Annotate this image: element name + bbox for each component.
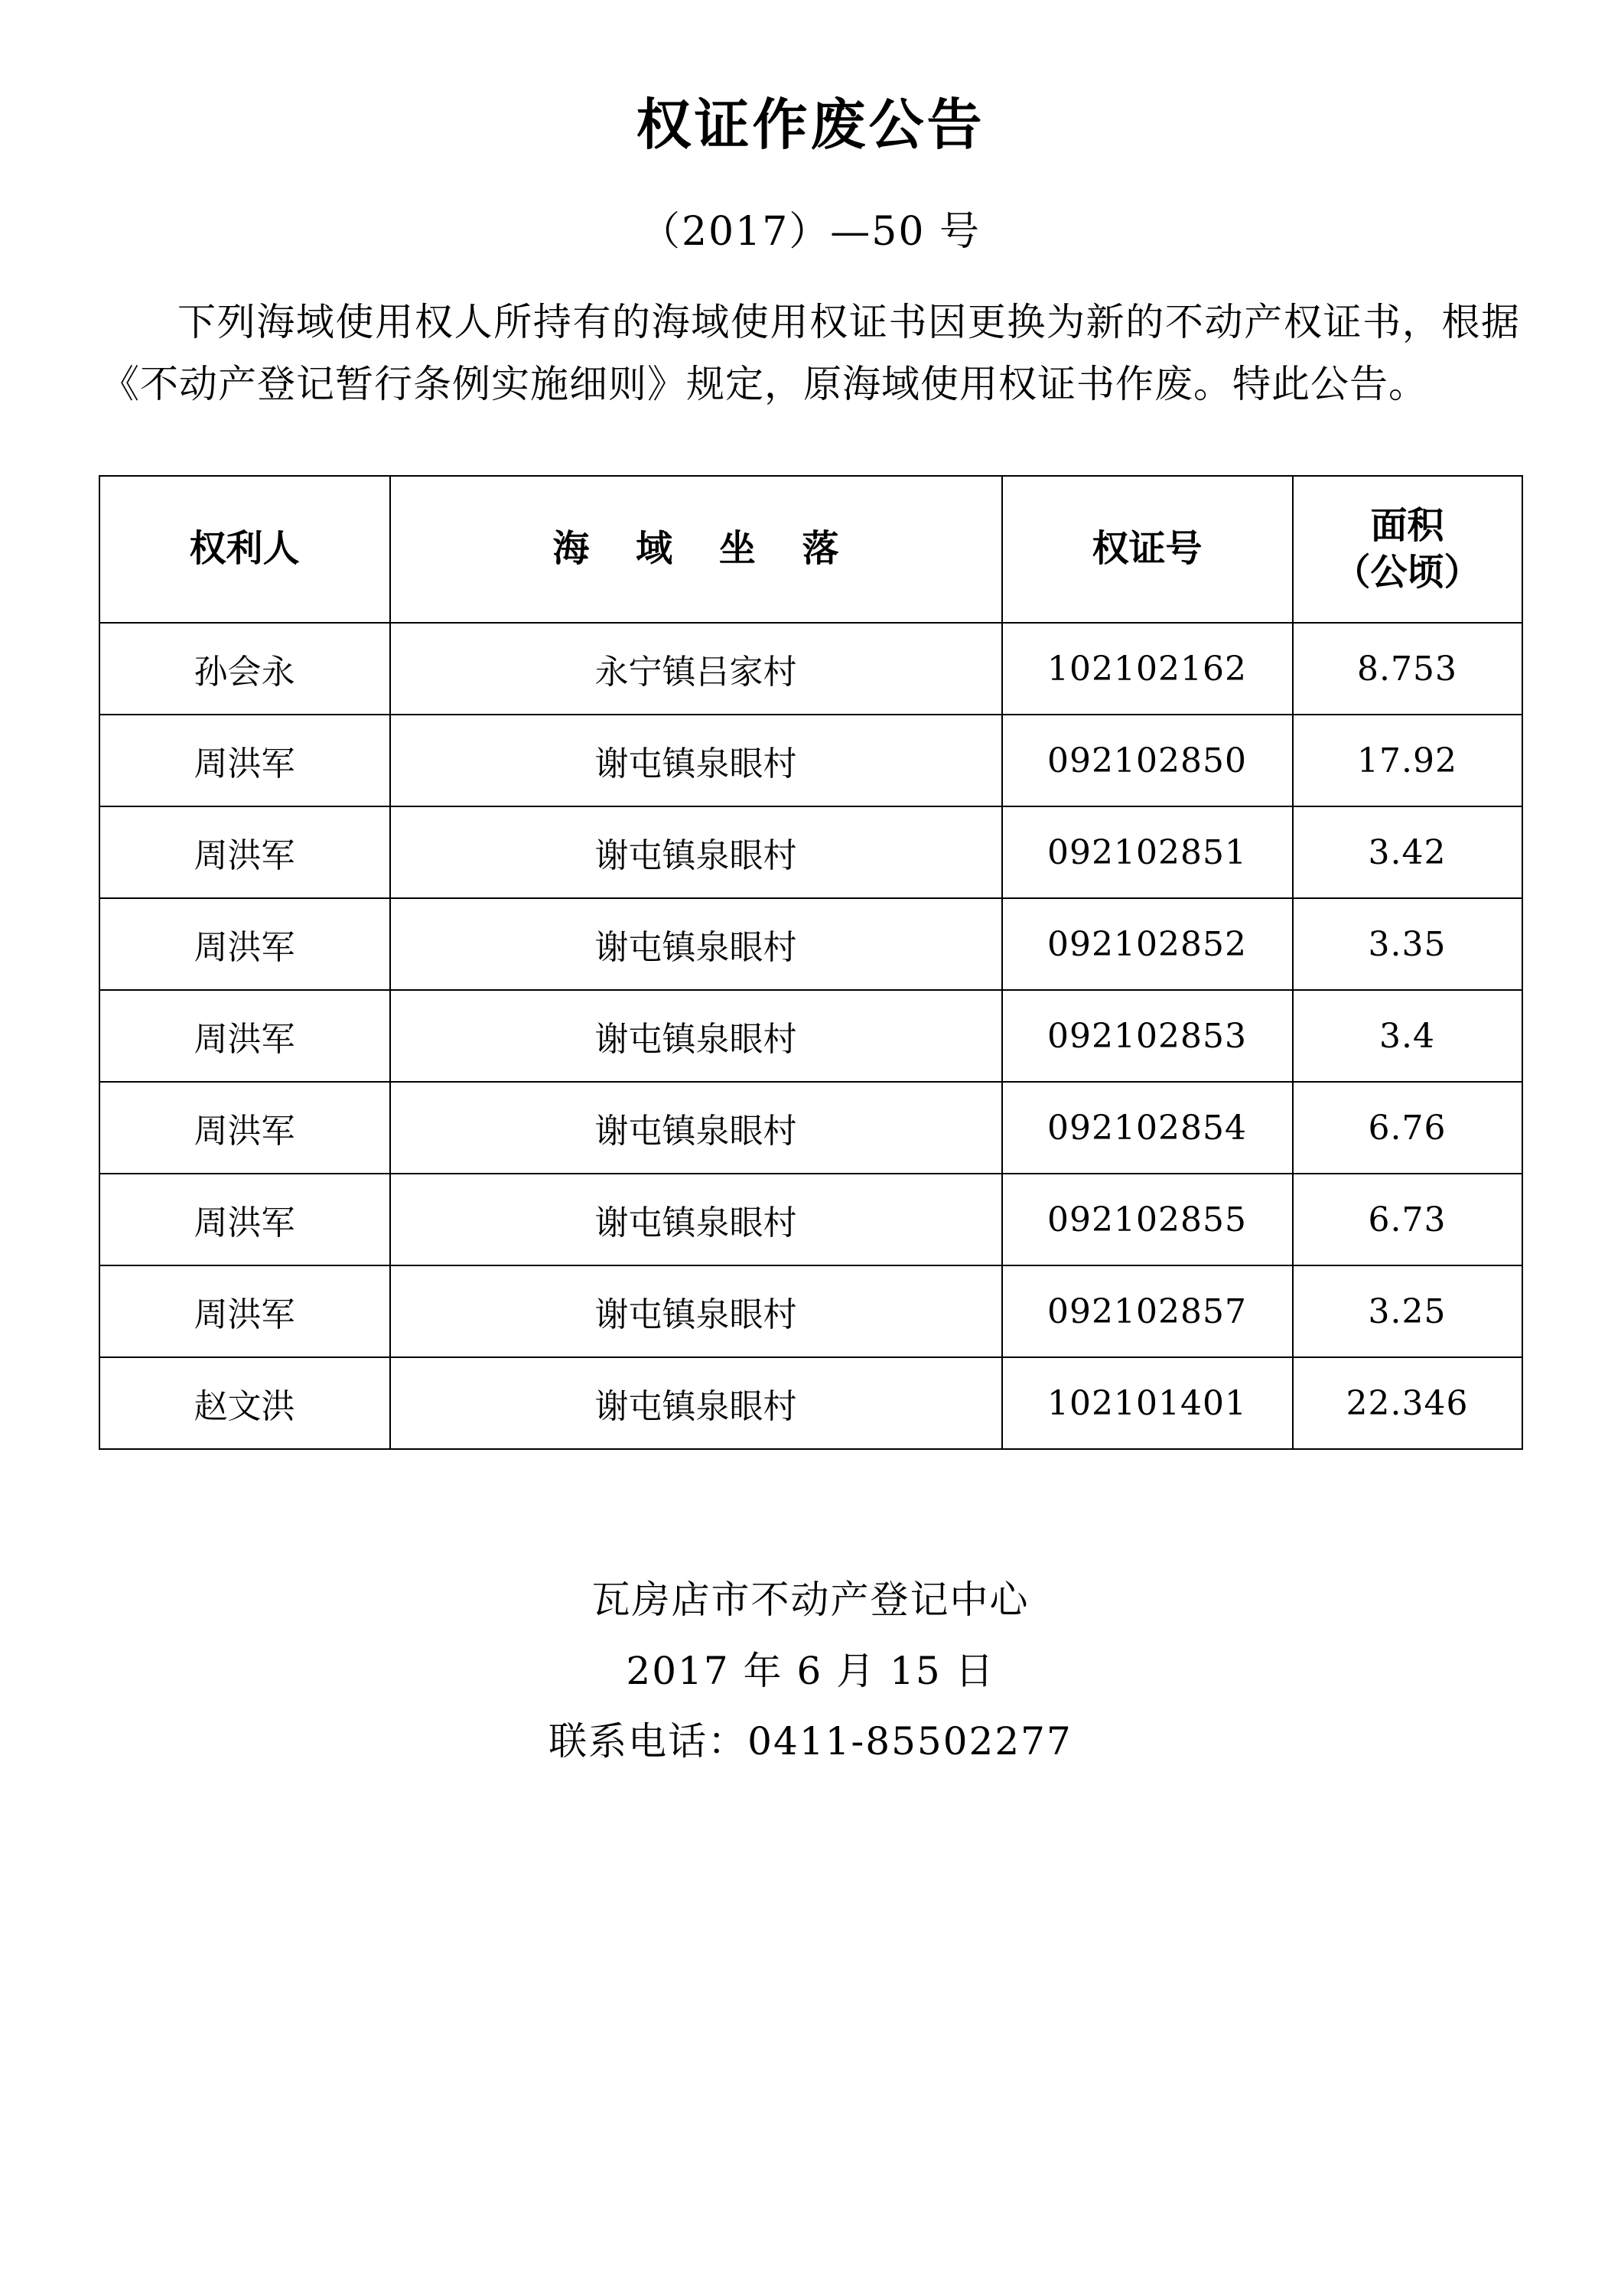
column-header-area-line1: 面积: [1370, 503, 1444, 547]
cell-area: 3.35: [1293, 898, 1522, 990]
cell-owner: 赵文洪: [99, 1357, 390, 1449]
cell-area: 17.92: [1293, 715, 1522, 806]
cell-cert-no: 092102855: [1002, 1174, 1293, 1265]
cell-location: 谢屯镇泉眼村: [390, 990, 1002, 1082]
cell-location: 谢屯镇泉眼村: [390, 1265, 1002, 1357]
footer-contact: 联系电话：0411-85502277: [548, 1719, 1073, 1764]
column-header-area: [1293, 476, 1522, 623]
table-row: [99, 1174, 1522, 1265]
table-row: [99, 715, 1522, 806]
cell-owner: 周洪军: [99, 715, 390, 806]
document-footer: [90, 1565, 1531, 1777]
column-header-cert-no: 权证号: [1002, 476, 1293, 623]
column-header-owner: 权利人: [99, 476, 390, 623]
column-header-area-line2: （公顷）: [1333, 551, 1481, 594]
cell-owner: 周洪军: [99, 990, 390, 1082]
table-header-row: [99, 476, 1522, 623]
cell-owner: 周洪军: [99, 806, 390, 898]
certificate-table: [99, 475, 1523, 1450]
cell-cert-no: 092102852: [1002, 898, 1293, 990]
cell-cert-no: 092102853: [1002, 990, 1293, 1082]
cell-area: 22.346: [1293, 1357, 1522, 1449]
table-row: [99, 1082, 1522, 1174]
table-row: [99, 623, 1522, 715]
cell-cert-no: 092102854: [1002, 1082, 1293, 1174]
table-row: [99, 990, 1522, 1082]
footer-date: 2017 年 6 月 15 日: [626, 1648, 995, 1693]
cell-location: 谢屯镇泉眼村: [390, 715, 1002, 806]
table-row: [99, 1265, 1522, 1357]
cell-owner: 周洪军: [99, 898, 390, 990]
cell-location: 谢屯镇泉眼村: [390, 1082, 1002, 1174]
cell-owner: 周洪军: [99, 1082, 390, 1174]
column-header-location: [390, 476, 1002, 623]
cell-location: 谢屯镇泉眼村: [390, 1357, 1002, 1449]
column-header-location-text: 海 域 坐 落: [552, 527, 856, 571]
cell-owner: 孙会永: [99, 623, 390, 715]
cell-area: 3.4: [1293, 990, 1522, 1082]
cell-area: 3.25: [1293, 1265, 1522, 1357]
table-header: [99, 476, 1522, 623]
notice-body-paragraph: 下列海域使用权人所持有的海域使用权证书因更换为新的不动产权证书，根据《不动产登记暂行条例实施细则》规定，原海域使用权证书作废。特此公告。: [101, 300, 1520, 406]
cell-cert-no: 092102857: [1002, 1265, 1293, 1357]
document-number: （2017）—50 号: [640, 209, 981, 255]
cell-cert-no: 092102850: [1002, 715, 1293, 806]
table-body: [99, 623, 1522, 1449]
cell-owner: 周洪军: [99, 1174, 390, 1265]
cell-area: 8.753: [1293, 623, 1522, 715]
table-row: [99, 1357, 1522, 1449]
cell-cert-no: 102101401: [1002, 1357, 1293, 1449]
page-title: 权证作废公告: [636, 92, 985, 157]
cell-area: 3.42: [1293, 806, 1522, 898]
cell-location: 谢屯镇泉眼村: [390, 1174, 1002, 1265]
cell-cert-no: 092102851: [1002, 806, 1293, 898]
cell-owner: 周洪军: [99, 1265, 390, 1357]
cell-location: 谢屯镇泉眼村: [390, 898, 1002, 990]
cell-location: 谢屯镇泉眼村: [390, 806, 1002, 898]
footer-issuer: 瓦房店市不动产登记中心: [591, 1578, 1030, 1622]
cell-cert-no: 102102162: [1002, 623, 1293, 715]
table-row: [99, 806, 1522, 898]
table-row: [99, 898, 1522, 990]
cell-area: 6.73: [1293, 1174, 1522, 1265]
cell-location: 永宁镇吕家村: [390, 623, 1002, 715]
cell-area: 6.76: [1293, 1082, 1522, 1174]
